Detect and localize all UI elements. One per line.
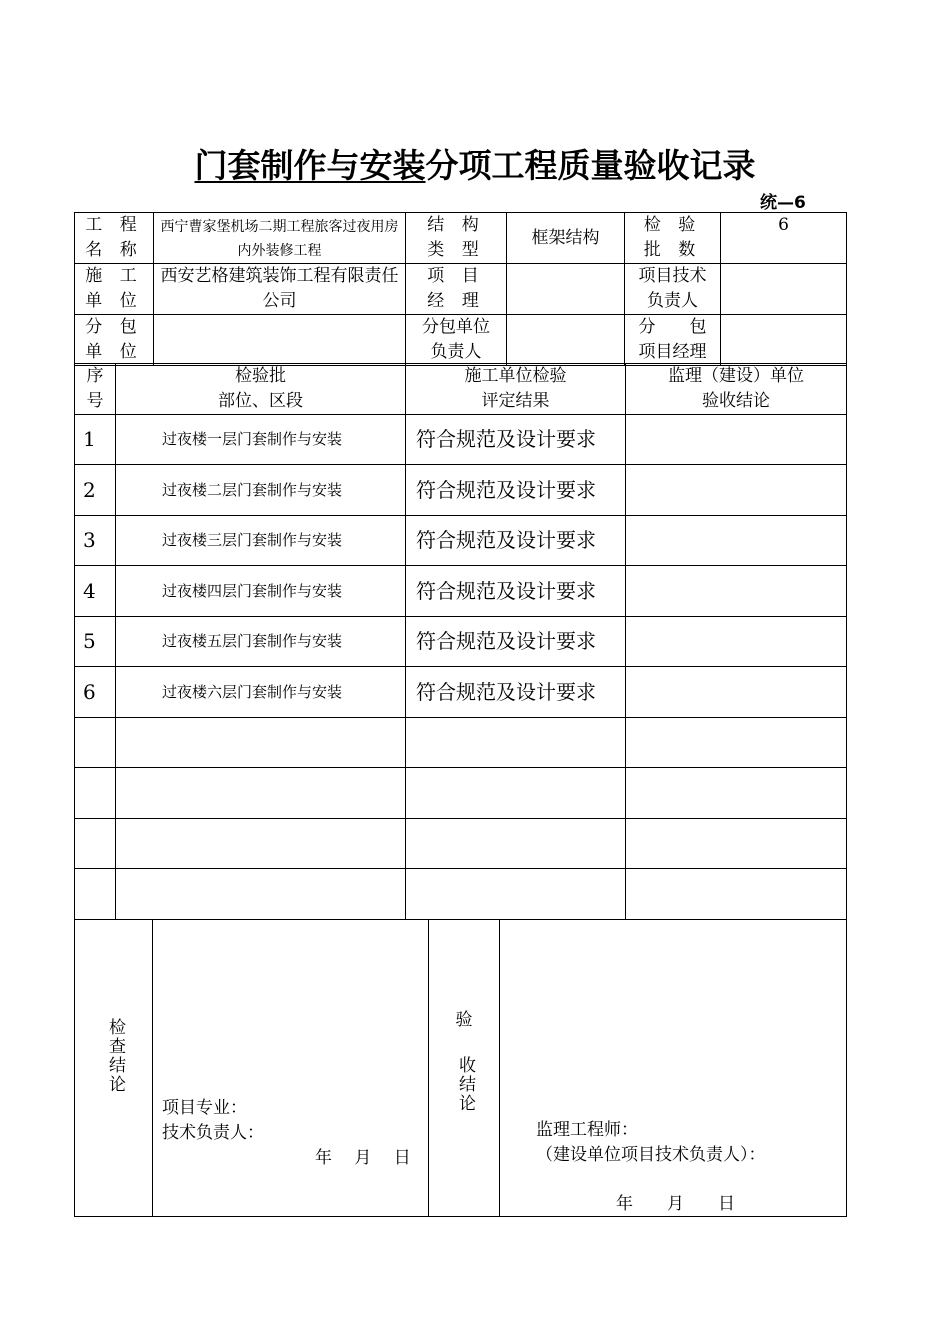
- table-row: [75, 566, 847, 617]
- table-row: [75, 617, 847, 667]
- sub-pm-value: [721, 315, 847, 366]
- row-batch: [116, 768, 406, 819]
- project-manager-label: 项 目 经 理: [406, 264, 507, 315]
- owner-tech-lead-label: （建设单位项目技术负责人）：: [536, 1145, 766, 1165]
- row-batch: 过夜楼一层门套制作与安装: [116, 415, 406, 465]
- row-result: [406, 819, 626, 869]
- col-header-batch: 检验批 部位、区段: [116, 364, 406, 415]
- row-number: 2: [75, 465, 116, 516]
- form-code: 统—6: [760, 193, 806, 213]
- table-row: [75, 869, 847, 920]
- acceptance-label-bottom: 收结论: [455, 1056, 475, 1113]
- row-batch: [116, 718, 406, 768]
- conclusion-table: [74, 919, 847, 1217]
- tech-lead-value: [721, 264, 847, 315]
- acceptance-date: 年 月 日: [616, 1194, 735, 1214]
- row-number: 4: [75, 566, 116, 617]
- row-result: 符合规范及设计要求: [406, 667, 626, 718]
- tech-lead-sign-label: 技术负责人：: [162, 1123, 264, 1143]
- sub-lead-value: [507, 315, 625, 366]
- row-conclusion: [626, 617, 847, 667]
- sub-lead-label: 分包单位 负责人: [406, 315, 507, 366]
- row-result: 符合规范及设计要求: [406, 566, 626, 617]
- row-result: [406, 869, 626, 920]
- title-rest: 分项工程质量验收记录: [425, 146, 756, 185]
- row-number: [75, 869, 116, 920]
- project-manager-value: [507, 264, 625, 315]
- row-result: [406, 718, 626, 768]
- row-conclusion: [626, 465, 847, 516]
- row-conclusion: [626, 566, 847, 617]
- batch-count-label: 检 验 批 数: [625, 213, 721, 264]
- check-date: 年 月 日: [315, 1148, 411, 1168]
- row-number: [75, 819, 116, 869]
- contractor-label: 施 工 单 位: [75, 264, 154, 315]
- row-number: 3: [75, 516, 116, 566]
- col-header-contractor-result: 施工单位检验 评定结果: [406, 364, 626, 415]
- project-name-value: 西宁曹家堡机场二期工程旅客过夜用房内外装修工程: [154, 213, 406, 264]
- project-specialty-label: 项目专业：: [162, 1098, 247, 1118]
- row-result: 符合规范及设计要求: [406, 465, 626, 516]
- row-conclusion: [626, 768, 847, 819]
- col-header-supervisor-result: 监理（建设）单位 验收结论: [626, 364, 847, 415]
- table-row: [75, 667, 847, 718]
- title-underlined-part: 门套制作与安装: [194, 146, 426, 185]
- page-title: [0, 140, 950, 187]
- row-batch: [116, 869, 406, 920]
- acceptance-label-top: 验: [455, 1010, 473, 1030]
- table-row: [75, 415, 847, 465]
- row-result: 符合规范及设计要求: [406, 617, 626, 667]
- tech-lead-label: 项目技术 负责人: [625, 264, 721, 315]
- row-batch: 过夜楼六层门套制作与安装: [116, 667, 406, 718]
- subcontractor-label: 分 包 单 位: [75, 315, 154, 366]
- row-batch: [116, 819, 406, 869]
- row-number: 6: [75, 667, 116, 718]
- col-header-seq: 序 号: [75, 364, 116, 415]
- row-batch: 过夜楼四层门套制作与安装: [116, 566, 406, 617]
- row-result: 符合规范及设计要求: [406, 415, 626, 465]
- table-row: [75, 516, 847, 566]
- row-conclusion: [626, 819, 847, 869]
- project-name-label: 工 程 名 称: [75, 213, 154, 264]
- row-batch: 过夜楼五层门套制作与安装: [116, 617, 406, 667]
- check-conclusion-label: 检查结论: [105, 1018, 125, 1094]
- row-batch: 过夜楼二层门套制作与安装: [116, 465, 406, 516]
- acceptance-label-cell: [429, 920, 500, 1217]
- contractor-value: 西安艺格建筑装饰工程有限责任公司: [154, 264, 406, 315]
- acceptance-conclusion-cell: [500, 920, 847, 1217]
- project-info-table: [74, 212, 847, 366]
- row-conclusion: [626, 667, 847, 718]
- structure-type-value: 框架结构: [507, 213, 625, 264]
- row-conclusion: [626, 415, 847, 465]
- batch-count-value: 6: [721, 213, 847, 264]
- supervisor-engineer-label: 监理工程师：: [536, 1120, 638, 1140]
- row-conclusion: [626, 869, 847, 920]
- row-number: 1: [75, 415, 116, 465]
- row-number: [75, 768, 116, 819]
- row-result: [406, 768, 626, 819]
- row-number: [75, 718, 116, 768]
- row-result: 符合规范及设计要求: [406, 516, 626, 566]
- table-row: [75, 768, 847, 819]
- check-conclusion-label-cell: [75, 920, 153, 1217]
- row-conclusion: [626, 718, 847, 768]
- row-conclusion: [626, 516, 847, 566]
- inspection-items-table: [74, 363, 847, 920]
- structure-type-label: 结 构 类 型: [406, 213, 507, 264]
- check-conclusion-cell: [153, 920, 429, 1217]
- row-batch: 过夜楼三层门套制作与安装: [116, 516, 406, 566]
- table-row: [75, 819, 847, 869]
- row-number: 5: [75, 617, 116, 667]
- table-row: [75, 465, 847, 516]
- table-row: [75, 718, 847, 768]
- subcontractor-value: [154, 315, 406, 366]
- sub-pm-label: 分 包 项目经理: [625, 315, 721, 366]
